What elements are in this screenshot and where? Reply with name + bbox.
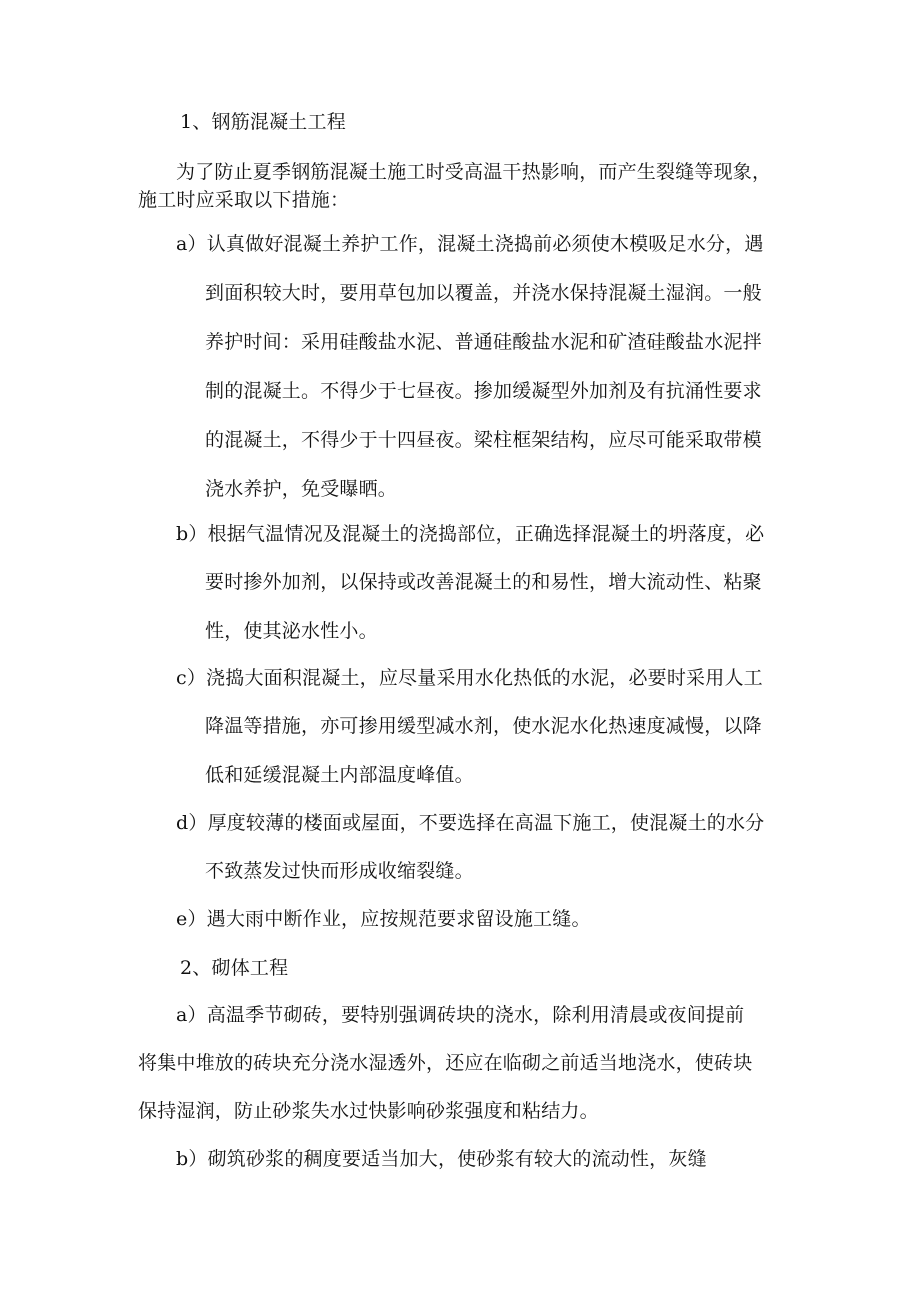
intro-line: 施工时应采取以下措施： xyxy=(138,189,350,211)
list-item-line: 性，使其泌水性小。 xyxy=(205,620,378,642)
list-item-line: e）遇大雨中断作业，应按规范要求留设施工缝。 xyxy=(176,908,591,930)
paragraph-line: 将集中堆放的砖块充分浇水湿透外，还应在临砌之前适当地浇水，使砖块 xyxy=(138,1052,753,1074)
list-item-line: 浇水养护，免受曝晒。 xyxy=(205,478,398,500)
list-item-line: c）浇捣大面积混凝土，应尽量采用水化热低的水泥，必要时采用人工 xyxy=(176,667,763,689)
list-item-line: 制的混凝土。不得少于七昼夜。掺加缓凝型外加剂及有抗涌性要求 xyxy=(205,380,762,402)
list-item-line: 低和延缓混凝土内部温度峰值。 xyxy=(205,764,474,786)
list-item-line: 的混凝土，不得少于十四昼夜。梁柱框架结构，应尽可能采取带模 xyxy=(205,429,762,451)
list-item-line: 要时掺外加剂，以保持或改善混凝土的和易性，增大流动性、粘聚 xyxy=(205,571,762,593)
list-item-line: 养护时间：采用硅酸盐水泥、普通硅酸盐水泥和矿渣硅酸盐水泥拌 xyxy=(205,331,762,353)
intro-line: 为了防止夏季钢筋混凝土施工时受高温干热影响，而产生裂缝等现象， xyxy=(176,161,772,183)
list-item-line: 到面积较大时，要用草包加以覆盖，并浇水保持混凝土湿润。一般 xyxy=(205,282,762,304)
paragraph-line: 保持湿润，防止砂浆失水过快影响砂浆强度和粘结力。 xyxy=(138,1100,599,1122)
section-heading: 1、钢筋混凝土工程 xyxy=(180,111,346,133)
paragraph-line: a）高温季节砌砖，要特别强调砖块的浇水，除利用清晨或夜间提前 xyxy=(176,1004,745,1026)
list-item-line: a）认真做好混凝土养护工作，混凝土浇捣前必须使木模吸足水分，遇 xyxy=(176,233,764,255)
paragraph-line: b）砌筑砂浆的稠度要适当加大，使砂浆有较大的流动性，灰缝 xyxy=(176,1148,707,1170)
section-heading: 2、砌体工程 xyxy=(180,957,289,979)
list-item-line: 不致蒸发过快而形成收缩裂缝。 xyxy=(205,860,474,882)
list-item-line: d）厚度较薄的楼面或屋面，不要选择在高温下施工，使混凝土的水分 xyxy=(176,812,765,834)
list-item-line: 降温等措施，亦可掺用缓型减水剂，使水泥水化热速度减慢，以降 xyxy=(205,715,762,737)
list-item-line: b）根据气温情况及混凝土的浇捣部位，正确选择混凝土的坍落度，必 xyxy=(176,523,765,545)
